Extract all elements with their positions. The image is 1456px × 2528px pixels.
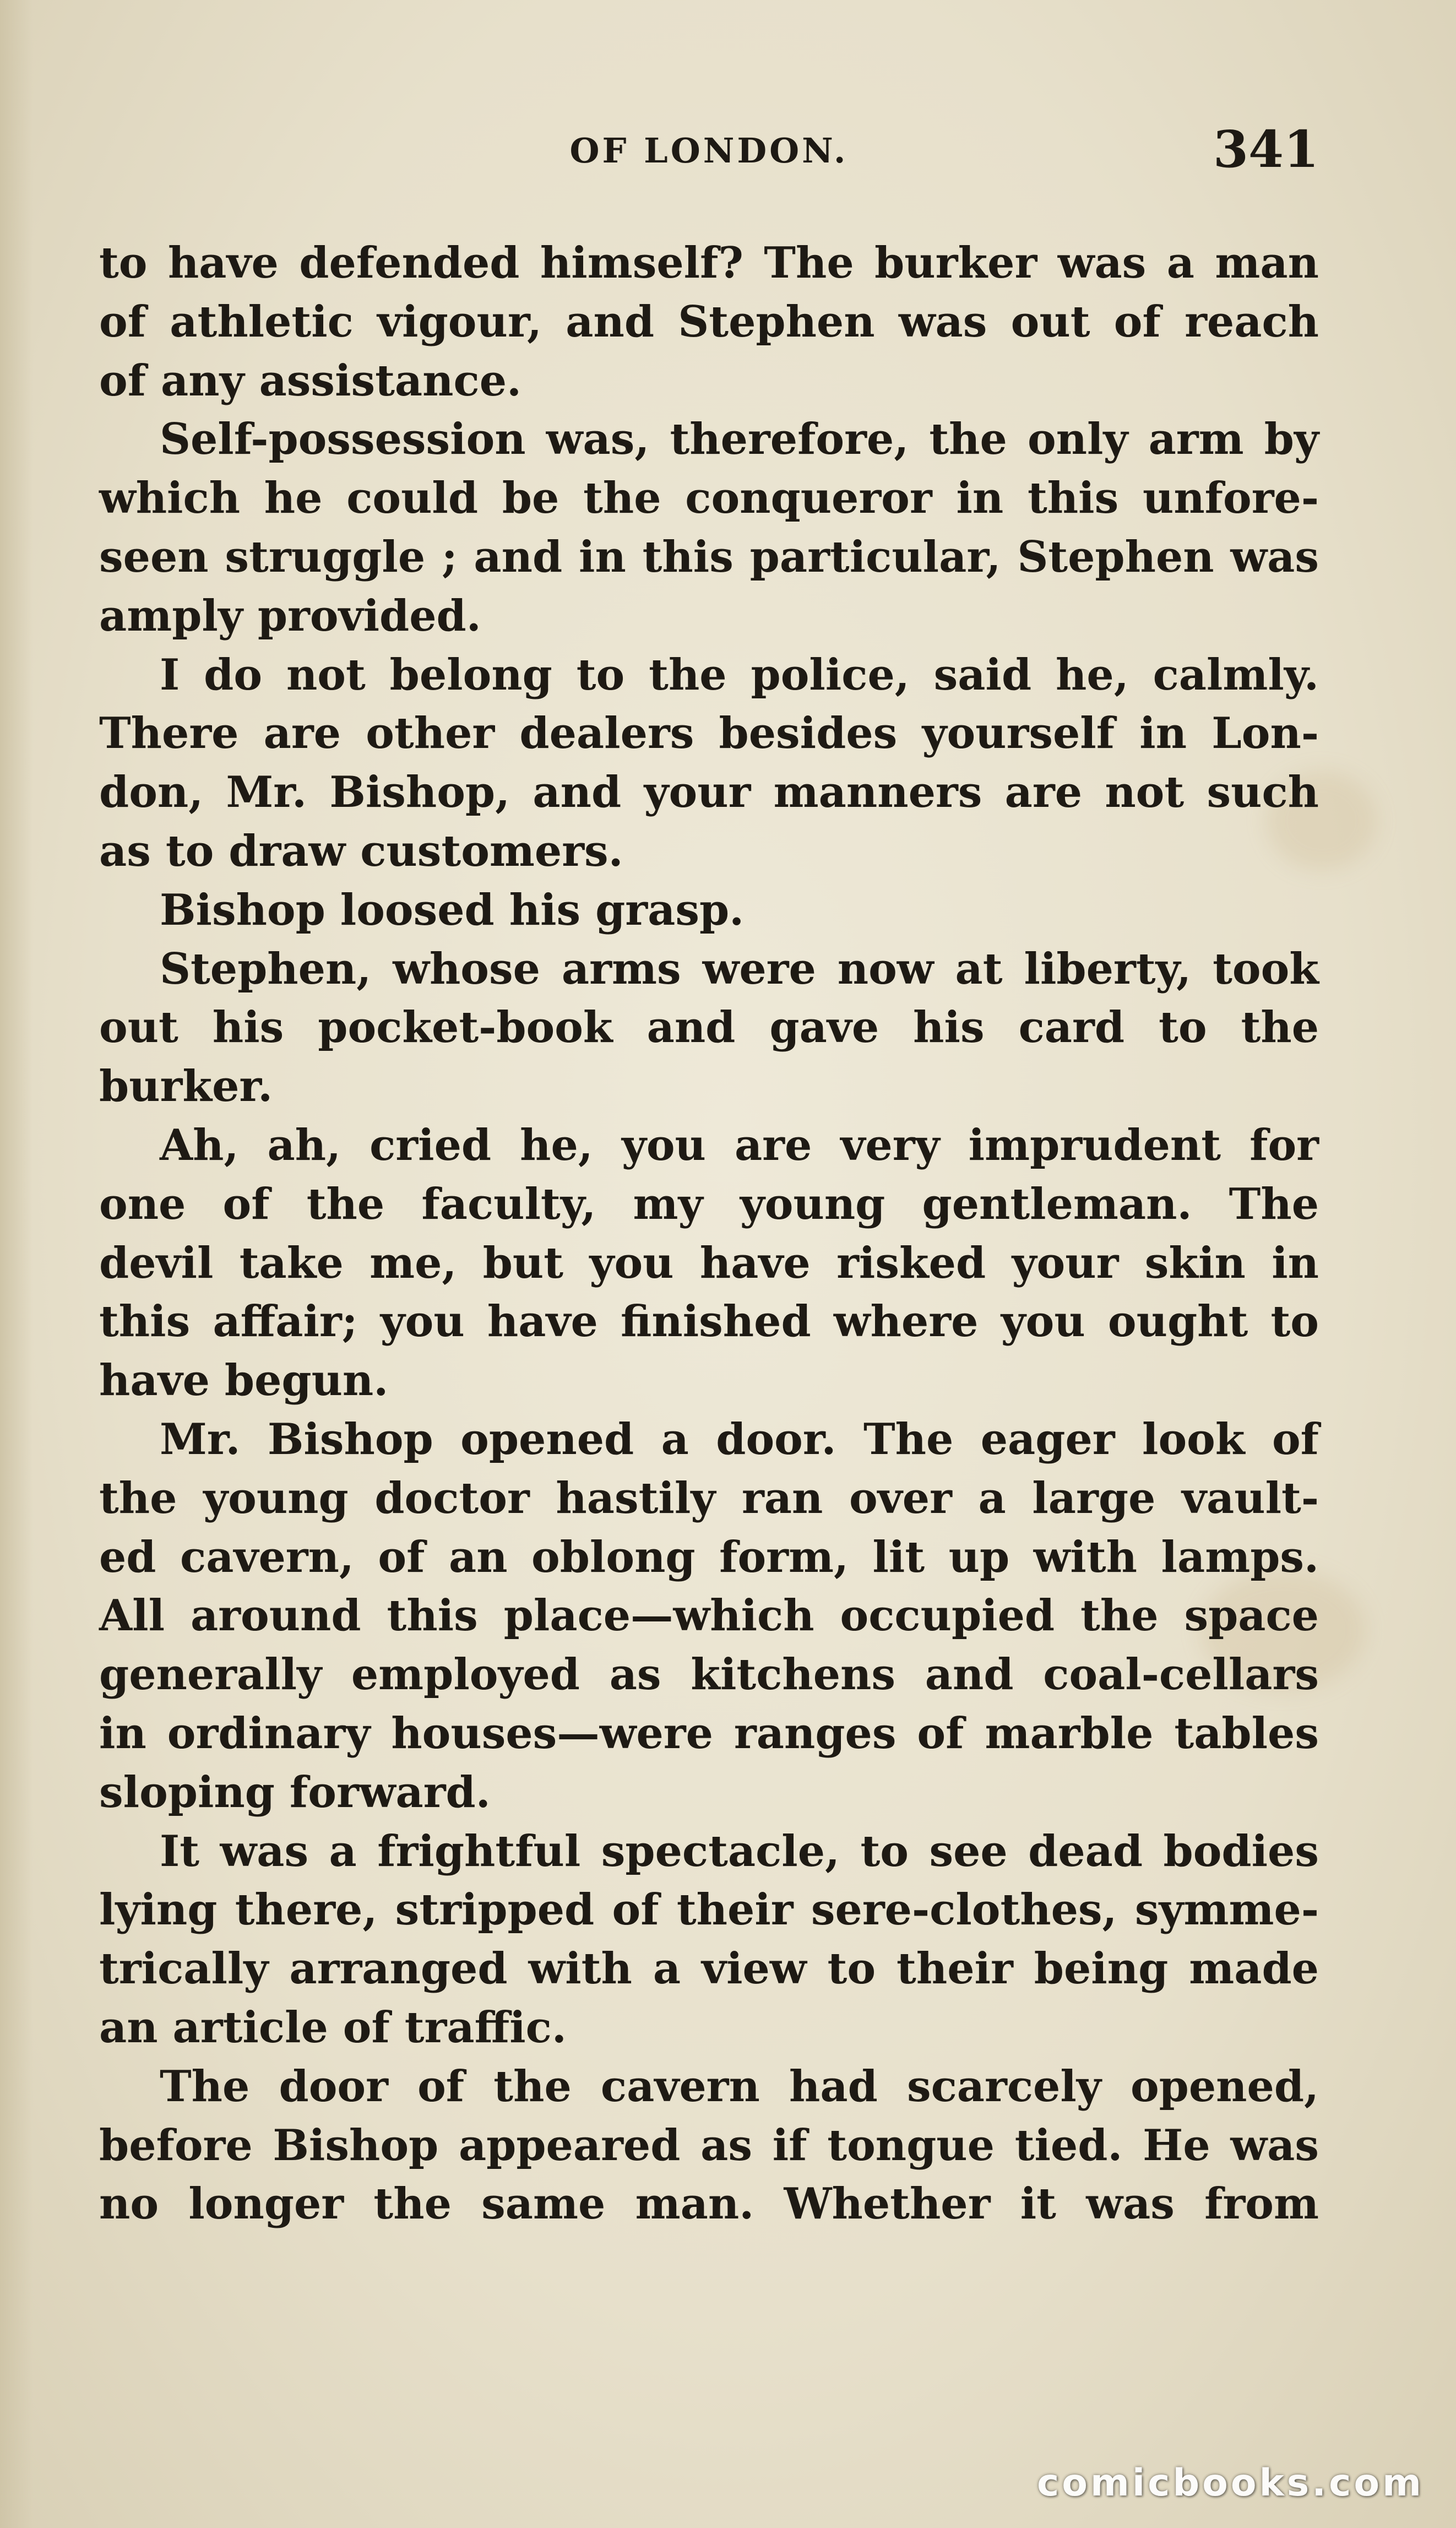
page-header — [99, 120, 1319, 185]
text-line: seen struggle ; and in this particular, Stephen was — [99, 531, 1319, 582]
text-line: amply provided. — [99, 590, 481, 641]
text-line: sloping forward. — [99, 1767, 491, 1818]
text-line: of any assistance. — [99, 355, 521, 406]
text-line: which he could be the conqueror in this unfore- — [99, 473, 1319, 524]
text-line: no longer the same man. Whether it was from — [99, 2179, 1319, 2229]
text-line: The door of the cavern had scarcely opened, — [160, 2061, 1319, 2112]
text-line: in ordinary houses—were ranges of marble tables — [99, 1708, 1319, 1759]
text-line: don, Mr. Bishop, and your manners are not such — [99, 767, 1319, 818]
text-line: the young doctor hastily ran over a large vault- — [99, 1473, 1319, 1523]
page-number: 341 — [1213, 120, 1319, 179]
text-line: Stephen, whose arms were now at liberty, took — [160, 943, 1319, 994]
text-line: have begun. — [99, 1355, 389, 1406]
text-line: generally employed as kitchens and coal-cellars — [99, 1650, 1319, 1700]
text-line: before Bishop appeared as if tongue tied. He was — [99, 2120, 1319, 2171]
text-line: an article of traffic. — [99, 2002, 567, 2053]
text-line: out his pocket-book and gave his card to the — [99, 1002, 1319, 1053]
text-line: There are other dealers besides yourself in Lon- — [99, 708, 1319, 759]
text-line: trically arranged with a view to their being made — [99, 1944, 1319, 1994]
text-line: devil take me, but you have risked your skin in — [99, 1238, 1319, 1288]
text-line: one of the faculty, my young gentleman. The — [99, 1179, 1319, 1229]
text-line: Mr. Bishop opened a door. The eager look of — [160, 1414, 1319, 1464]
text-line: I do not belong to the police, said he, calmly. — [160, 649, 1319, 700]
text-line: this affair; you have finished where you ought to — [99, 1296, 1319, 1347]
text-line: Ah, ah, cried he, you are very imprudent for — [160, 1120, 1319, 1170]
text-line: It was a frightful spectacle, to see dead bodies — [160, 1826, 1319, 1876]
text-line: as to draw customers. — [99, 826, 623, 876]
text-line: burker. — [99, 1061, 273, 1112]
text-line: All around this place—which occupied the space — [99, 1591, 1319, 1641]
text-line: ed cavern, of an oblong form, lit up with lamps. — [99, 1532, 1319, 1582]
text-line: lying there, stripped of their sere-clothes, symme- — [99, 1885, 1319, 1935]
watermark: comicbooks.com — [1036, 2461, 1424, 2505]
running-title: OF LONDON. — [569, 131, 849, 171]
text-line: Self-possession was, therefore, the only arm by — [160, 414, 1319, 465]
body-text — [99, 234, 1319, 2234]
text-line: of athletic vigour, and Stephen was out of reach — [99, 296, 1319, 347]
text-line: Bishop loosed his grasp. — [160, 885, 745, 935]
text-line: to have defended himself? The burker was a man — [99, 238, 1319, 288]
page-edge-shadow — [0, 0, 33, 2528]
